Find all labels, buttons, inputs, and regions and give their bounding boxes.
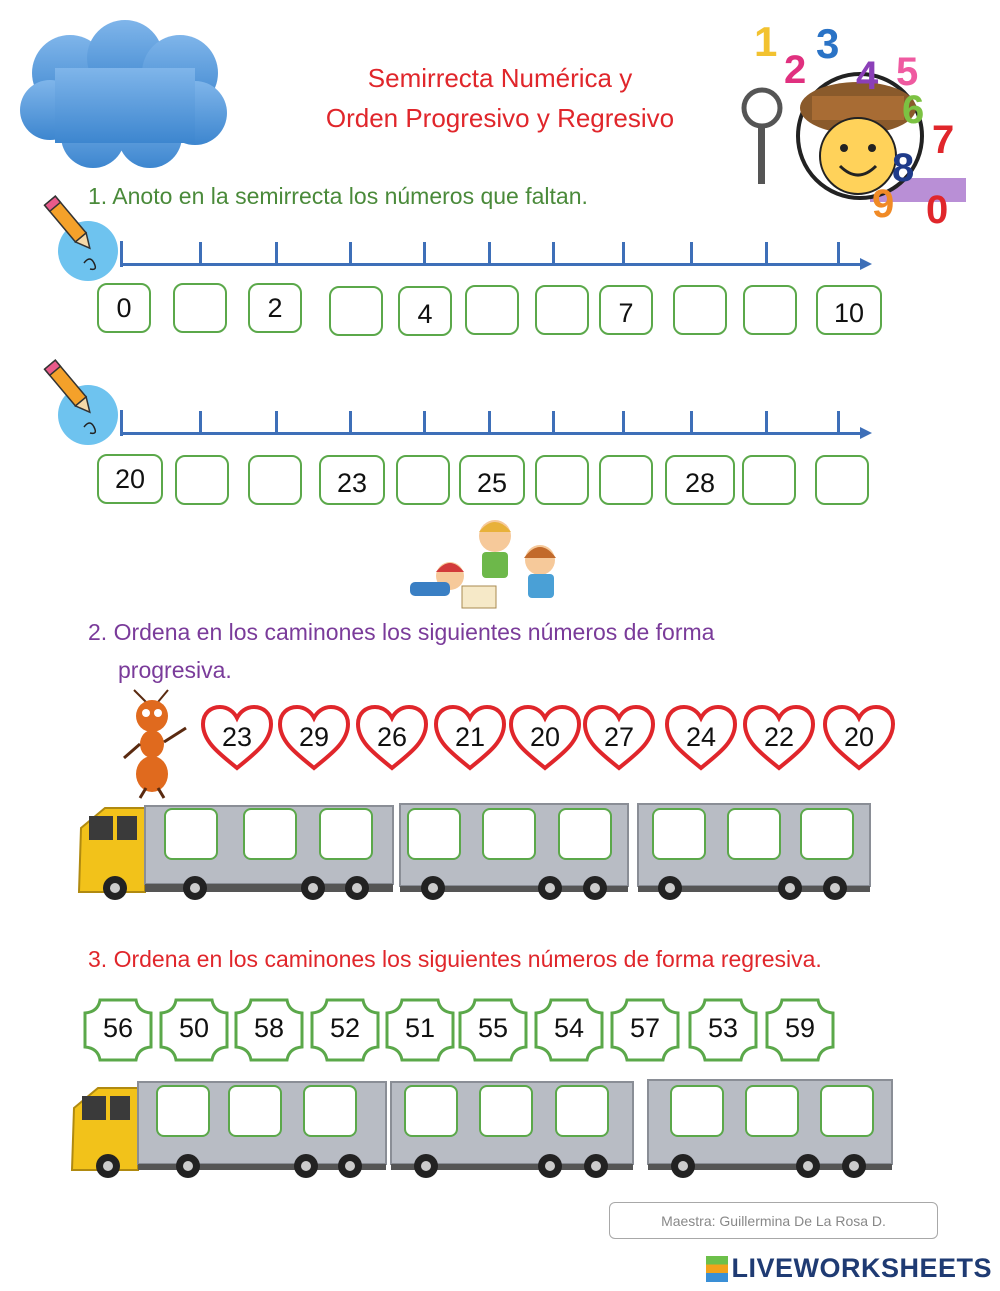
truck-slot-input[interactable] bbox=[732, 818, 776, 851]
truck-slot[interactable] bbox=[407, 808, 461, 860]
cross-number[interactable]: 58 bbox=[233, 997, 305, 1063]
number-line-arrow bbox=[860, 258, 872, 270]
number-box: 4 bbox=[398, 286, 452, 336]
answer-box[interactable] bbox=[815, 455, 869, 505]
truck-slot[interactable] bbox=[164, 808, 218, 860]
truck-slot[interactable] bbox=[404, 1085, 458, 1137]
answer-box[interactable] bbox=[673, 285, 727, 335]
answer-input[interactable] bbox=[820, 464, 864, 497]
truck-slot[interactable] bbox=[820, 1085, 874, 1137]
pencil-icon bbox=[40, 357, 120, 447]
answer-input[interactable] bbox=[540, 464, 584, 497]
number-line-b bbox=[120, 406, 880, 446]
answer-box[interactable] bbox=[396, 455, 450, 505]
answer-box[interactable] bbox=[248, 455, 302, 505]
cross-number[interactable]: 54 bbox=[533, 997, 605, 1063]
heart-number[interactable]: 20 bbox=[822, 704, 896, 772]
truck-slot-input[interactable] bbox=[484, 1095, 528, 1128]
answer-input[interactable] bbox=[178, 292, 222, 325]
number-line-tick bbox=[275, 411, 278, 433]
number-box: 20 bbox=[97, 454, 163, 504]
heart-number[interactable]: 23 bbox=[200, 704, 274, 772]
answer-box[interactable] bbox=[329, 286, 383, 336]
truck-slot-input[interactable] bbox=[560, 1095, 604, 1128]
title-line-2: Orden Progresivo y Regresivo bbox=[325, 103, 675, 133]
section1-instruction: 1. Anoto en la semirrecta los números que faltan. bbox=[88, 183, 588, 209]
number-line-tick bbox=[423, 242, 426, 264]
answer-box[interactable] bbox=[175, 455, 229, 505]
number-line-tick bbox=[120, 241, 123, 267]
heart-number[interactable]: 29 bbox=[277, 704, 351, 772]
section3-instruction: 3. Ordena en los caminones los siguientes números de forma regresiva. bbox=[88, 946, 822, 972]
number-line-tick bbox=[275, 242, 278, 264]
truck-slot-input[interactable] bbox=[233, 1095, 277, 1128]
truck-slot[interactable] bbox=[670, 1085, 724, 1137]
answer-box[interactable] bbox=[535, 285, 589, 335]
answer-input[interactable] bbox=[604, 464, 648, 497]
answer-input[interactable] bbox=[678, 294, 722, 327]
answer-box[interactable] bbox=[535, 455, 589, 505]
truck-slot-input[interactable] bbox=[161, 1095, 205, 1128]
number-line-tick bbox=[622, 242, 625, 264]
number-line-tick bbox=[423, 411, 426, 433]
cross-number[interactable]: 51 bbox=[384, 997, 456, 1063]
heart-number[interactable]: 26 bbox=[355, 704, 429, 772]
truck-slot[interactable] bbox=[745, 1085, 799, 1137]
truck-slot-input[interactable] bbox=[412, 818, 456, 851]
truck-slot-input[interactable] bbox=[409, 1095, 453, 1128]
truck-slot-input[interactable] bbox=[750, 1095, 794, 1128]
number-box: 28 bbox=[665, 455, 735, 505]
answer-input[interactable] bbox=[253, 464, 297, 497]
truck-slot-input[interactable] bbox=[324, 818, 368, 851]
truck-slot[interactable] bbox=[479, 1085, 533, 1137]
number-line-tick bbox=[552, 242, 555, 264]
heart-number[interactable]: 20 bbox=[508, 704, 582, 772]
answer-input[interactable] bbox=[748, 294, 792, 327]
section2-instruction-line1: 2. Ordena en los caminones los siguientes números de forma bbox=[88, 619, 715, 645]
number-line-tick bbox=[488, 411, 491, 433]
cross-number[interactable]: 59 bbox=[764, 997, 836, 1063]
truck-slot[interactable] bbox=[303, 1085, 357, 1137]
number-line-tick bbox=[622, 411, 625, 433]
number-line-tick bbox=[690, 242, 693, 264]
answer-box[interactable] bbox=[599, 455, 653, 505]
truck-slot[interactable] bbox=[555, 1085, 609, 1137]
number-line-tick bbox=[837, 411, 840, 433]
title-line-1: Semirrecta Numérica y bbox=[367, 63, 633, 93]
truck-slot-input[interactable] bbox=[487, 818, 531, 851]
number-line-tick bbox=[199, 411, 202, 433]
kids-reading-illustration bbox=[400, 514, 565, 614]
truck-slot-input[interactable] bbox=[248, 818, 292, 851]
cross-number[interactable]: 53 bbox=[687, 997, 759, 1063]
truck-slot[interactable] bbox=[156, 1085, 210, 1137]
cloud-decoration bbox=[15, 18, 230, 173]
number-line-tick bbox=[349, 411, 352, 433]
answer-box[interactable] bbox=[465, 285, 519, 335]
number-box: 23 bbox=[319, 455, 385, 505]
cross-number[interactable]: 52 bbox=[309, 997, 381, 1063]
truck-slot-input[interactable] bbox=[563, 818, 607, 851]
number-line-tick bbox=[765, 411, 768, 433]
truck-slot[interactable] bbox=[228, 1085, 282, 1137]
number-box: 7 bbox=[599, 285, 653, 335]
truck-slot-input[interactable] bbox=[805, 818, 849, 851]
truck-slot[interactable] bbox=[319, 808, 373, 860]
number-box: 2 bbox=[248, 283, 302, 333]
answer-input[interactable] bbox=[180, 464, 224, 497]
heart-number[interactable]: 27 bbox=[582, 704, 656, 772]
truck-slot[interactable] bbox=[558, 808, 612, 860]
truck-slot-input[interactable] bbox=[169, 818, 213, 851]
heart-number[interactable]: 22 bbox=[742, 704, 816, 772]
pencil-icon bbox=[40, 193, 120, 283]
section2-instruction bbox=[88, 613, 714, 689]
brand-name: LIVEWORKSHEETS bbox=[731, 1253, 992, 1283]
number-line-tick bbox=[690, 411, 693, 433]
truck-slot-input[interactable] bbox=[675, 1095, 719, 1128]
answer-box[interactable] bbox=[742, 455, 796, 505]
cross-number[interactable]: 55 bbox=[457, 997, 529, 1063]
teacher-credit: Maestra: Guillermina De La Rosa D. bbox=[609, 1202, 938, 1239]
answer-input[interactable] bbox=[470, 294, 514, 327]
number-line-tick bbox=[349, 242, 352, 264]
number-line-a bbox=[120, 237, 880, 277]
truck-slot[interactable] bbox=[800, 808, 854, 860]
number-line-tick bbox=[837, 242, 840, 264]
ant-illustration bbox=[118, 688, 193, 800]
section2-instruction-line2: progresiva. bbox=[118, 657, 232, 683]
heart-number[interactable]: 21 bbox=[433, 704, 507, 772]
number-box: 25 bbox=[459, 455, 525, 505]
answer-input[interactable] bbox=[401, 464, 445, 497]
number-line-tick bbox=[120, 410, 123, 436]
number-box: 0 bbox=[97, 283, 151, 333]
number-line-tick bbox=[765, 242, 768, 264]
cross-number[interactable]: 57 bbox=[609, 997, 681, 1063]
cross-number[interactable]: 50 bbox=[158, 997, 230, 1063]
truck-slot[interactable] bbox=[243, 808, 297, 860]
answer-input[interactable] bbox=[334, 295, 378, 328]
truck-slot-input[interactable] bbox=[825, 1095, 869, 1128]
liveworksheets-brand bbox=[706, 1253, 992, 1284]
truck-slot[interactable] bbox=[482, 808, 536, 860]
answer-input[interactable] bbox=[747, 464, 791, 497]
cross-number[interactable]: 56 bbox=[82, 997, 154, 1063]
number-line-tick bbox=[552, 411, 555, 433]
truck-slot[interactable] bbox=[727, 808, 781, 860]
answer-box[interactable] bbox=[743, 285, 797, 335]
brand-logo-icon bbox=[706, 1256, 728, 1282]
number-line-tick bbox=[488, 242, 491, 264]
page-title bbox=[250, 58, 750, 138]
truck-slot-input[interactable] bbox=[308, 1095, 352, 1128]
answer-box[interactable] bbox=[173, 283, 227, 333]
number-box: 10 bbox=[816, 285, 882, 335]
number-line-tick bbox=[199, 242, 202, 264]
numbers-detective-art: 1 2 3 4 5 6 7 8 9 0 bbox=[740, 18, 968, 233]
truck-slot[interactable] bbox=[652, 808, 706, 860]
heart-number[interactable]: 24 bbox=[664, 704, 738, 772]
truck-slot-input[interactable] bbox=[657, 818, 701, 851]
number-line-arrow bbox=[860, 427, 872, 439]
answer-input[interactable] bbox=[540, 294, 584, 327]
